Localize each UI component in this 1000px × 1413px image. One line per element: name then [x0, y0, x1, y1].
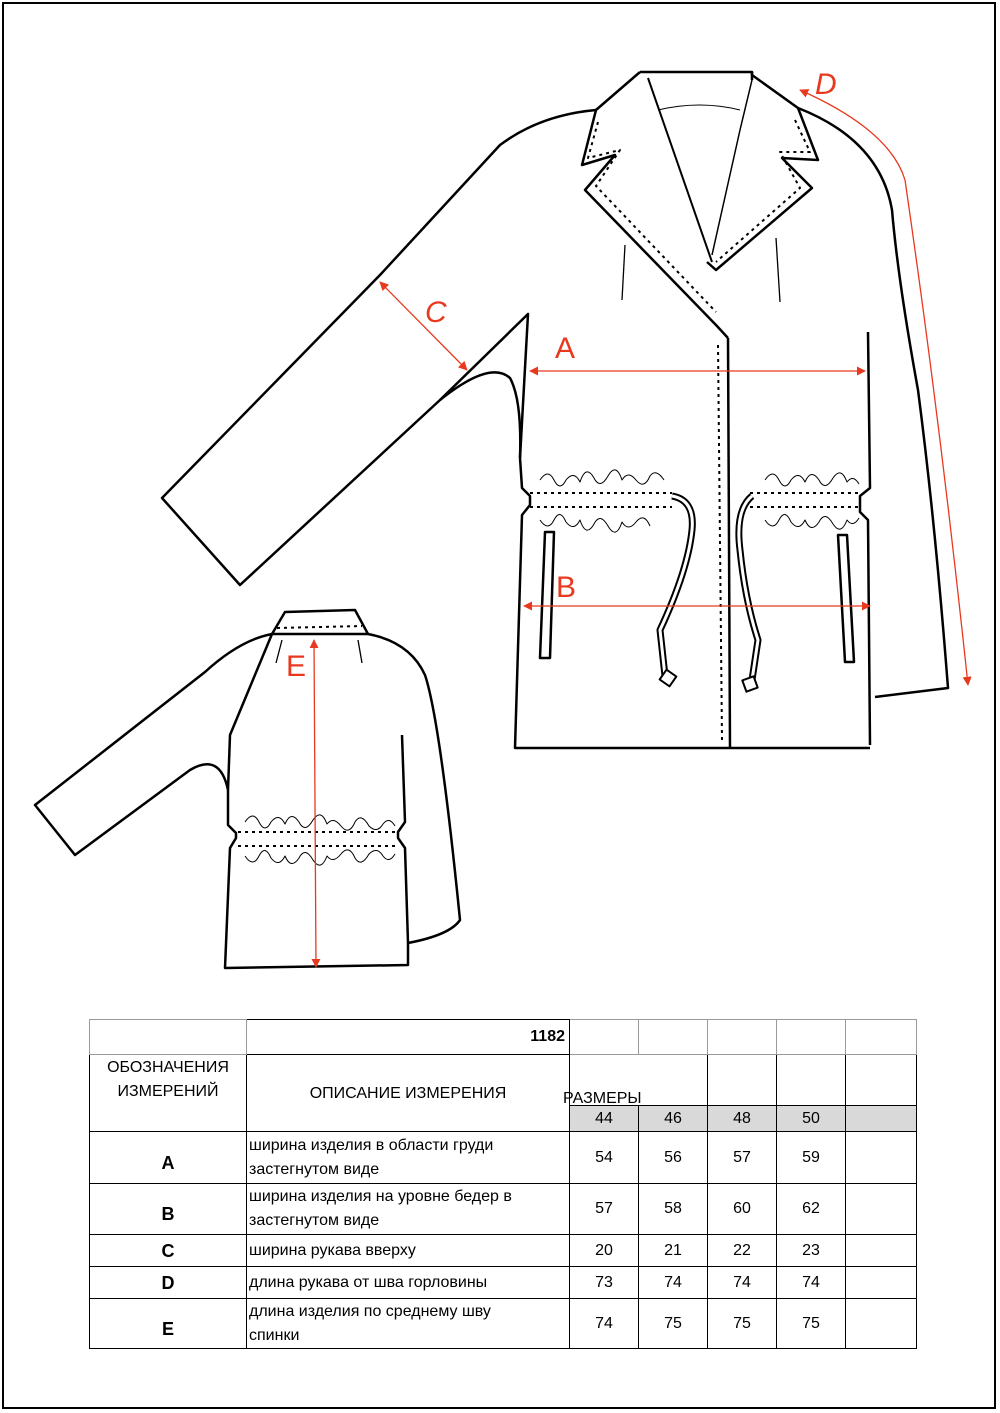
table-row: E длина изделия по среднему шву спинки 74 75 75 75: [90, 1299, 917, 1349]
table-row: C ширина рукава вверху 20 21 22 23: [90, 1235, 917, 1267]
model-cell: [90, 1020, 247, 1055]
measure-label-b: B: [556, 571, 577, 604]
measure-c-line: [380, 282, 467, 370]
measure-label-e: E: [286, 650, 307, 683]
table-row: D длина рукава от шва горловины 73 74 74 74: [90, 1267, 917, 1299]
measure-label-c: C: [425, 296, 447, 329]
row-code: D: [161, 1272, 175, 1293]
measure-label-d: D: [815, 68, 837, 101]
row-code: B: [161, 1204, 175, 1224]
row-code: E: [161, 1318, 174, 1339]
back-view: [35, 610, 460, 968]
size-50: 50: [777, 1106, 846, 1132]
row-code: C: [161, 1240, 175, 1261]
table-row: B ширина изделия на уровне бедер в застегнутом виде 57 58 60 62: [90, 1184, 917, 1235]
size-44: 44: [570, 1106, 639, 1132]
model-number: 1182: [247, 1020, 570, 1055]
code-column-header: ОБОЗНАЧЕНИЯ ИЗМЕРЕНИЙ: [90, 1055, 247, 1106]
sizes-header: РАЗМЕРЫ: [570, 1055, 639, 1106]
size-46: 46: [639, 1106, 708, 1132]
table-row: A ширина изделия в области груди застегнутом виде 54 56 57 59: [90, 1132, 917, 1184]
row-code: A: [161, 1152, 175, 1173]
measure-label-a: A: [555, 332, 576, 365]
description-column-header: ОПИСАНИЕ ИЗМЕРЕНИЯ: [247, 1055, 570, 1106]
size-48: 48: [708, 1106, 777, 1132]
measure-d-line: [800, 90, 968, 685]
measure-e-line: [314, 640, 316, 967]
measurement-table: [89, 1019, 917, 1349]
measurement-lines: [314, 90, 968, 967]
